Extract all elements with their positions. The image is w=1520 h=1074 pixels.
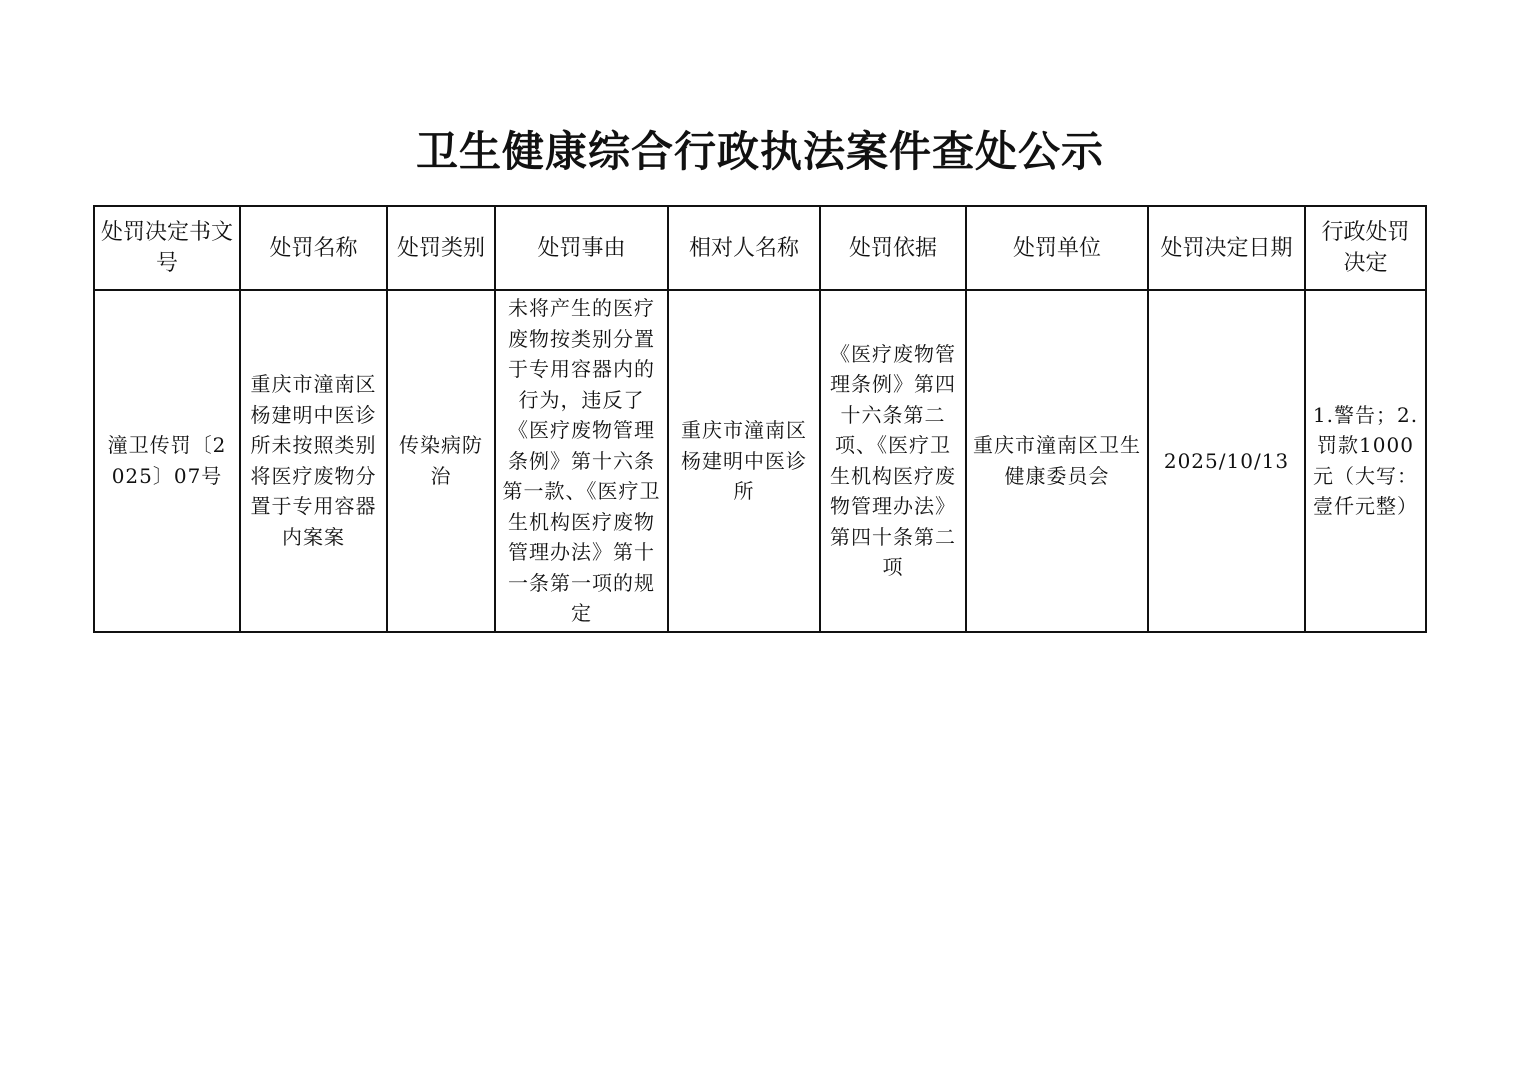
header-penalty-category: 处罚类别 [387,206,495,290]
page-title: 卫生健康综合行政执法案件查处公示 [415,127,1104,176]
decision-date-text: 2025/10/13 [1163,448,1290,473]
header-decision: 行政处罚决定 [1305,206,1426,290]
cell-party-name [668,290,820,632]
decision-text: 1.警告；2.罚款1000元（大写：壹仟元整） [1312,402,1419,519]
penalty-name-text: 重庆市潼南区杨建明中医诊所未按照类别将医疗废物分置于专用容器内案案 [250,372,377,549]
cell-penalty-name [240,290,387,632]
header-reason: 处罚事由 [495,206,668,290]
cell-authority [966,290,1148,632]
header-authority: 处罚单位 [966,206,1148,290]
cell-decision [1305,290,1426,632]
cell-reason [495,290,668,632]
cell-decision-date [1148,290,1305,632]
header-case-number: 处罚决定书文号 [94,206,240,290]
party-name-text: 重庆市潼南区杨建明中医诊所 [681,418,807,503]
cell-case-number [94,290,240,632]
header-decision-date: 处罚决定日期 [1148,206,1305,290]
penalty-notice-table [93,205,1427,633]
header-row [94,206,1426,290]
cell-legal-basis [820,290,966,632]
cell-penalty-category [387,290,495,632]
header-legal-basis: 处罚依据 [820,206,966,290]
table-row [94,290,1426,632]
case-number-text: 潼卫传罚〔2025〕07号 [107,433,227,488]
legal-basis-text: 《医疗废物管理条例》第四十六条第二项、《医疗卫生机构医疗废物管理办法》第四十条第二项 [830,341,956,580]
header-penalty-name: 处罚名称 [240,206,387,290]
penalty-category-text: 传染病防治 [399,433,483,488]
authority-text: 重庆市潼南区卫生健康委员会 [973,433,1141,488]
header-party-name: 相对人名称 [668,206,820,290]
reason-text: 未将产生的医疗废物按类别分置于专用容器内的行为，违反了《医疗废物管理条例》第十六条第一款、《医疗卫生机构医疗废物管理办法》第十一条第一项的规定 [502,296,661,625]
